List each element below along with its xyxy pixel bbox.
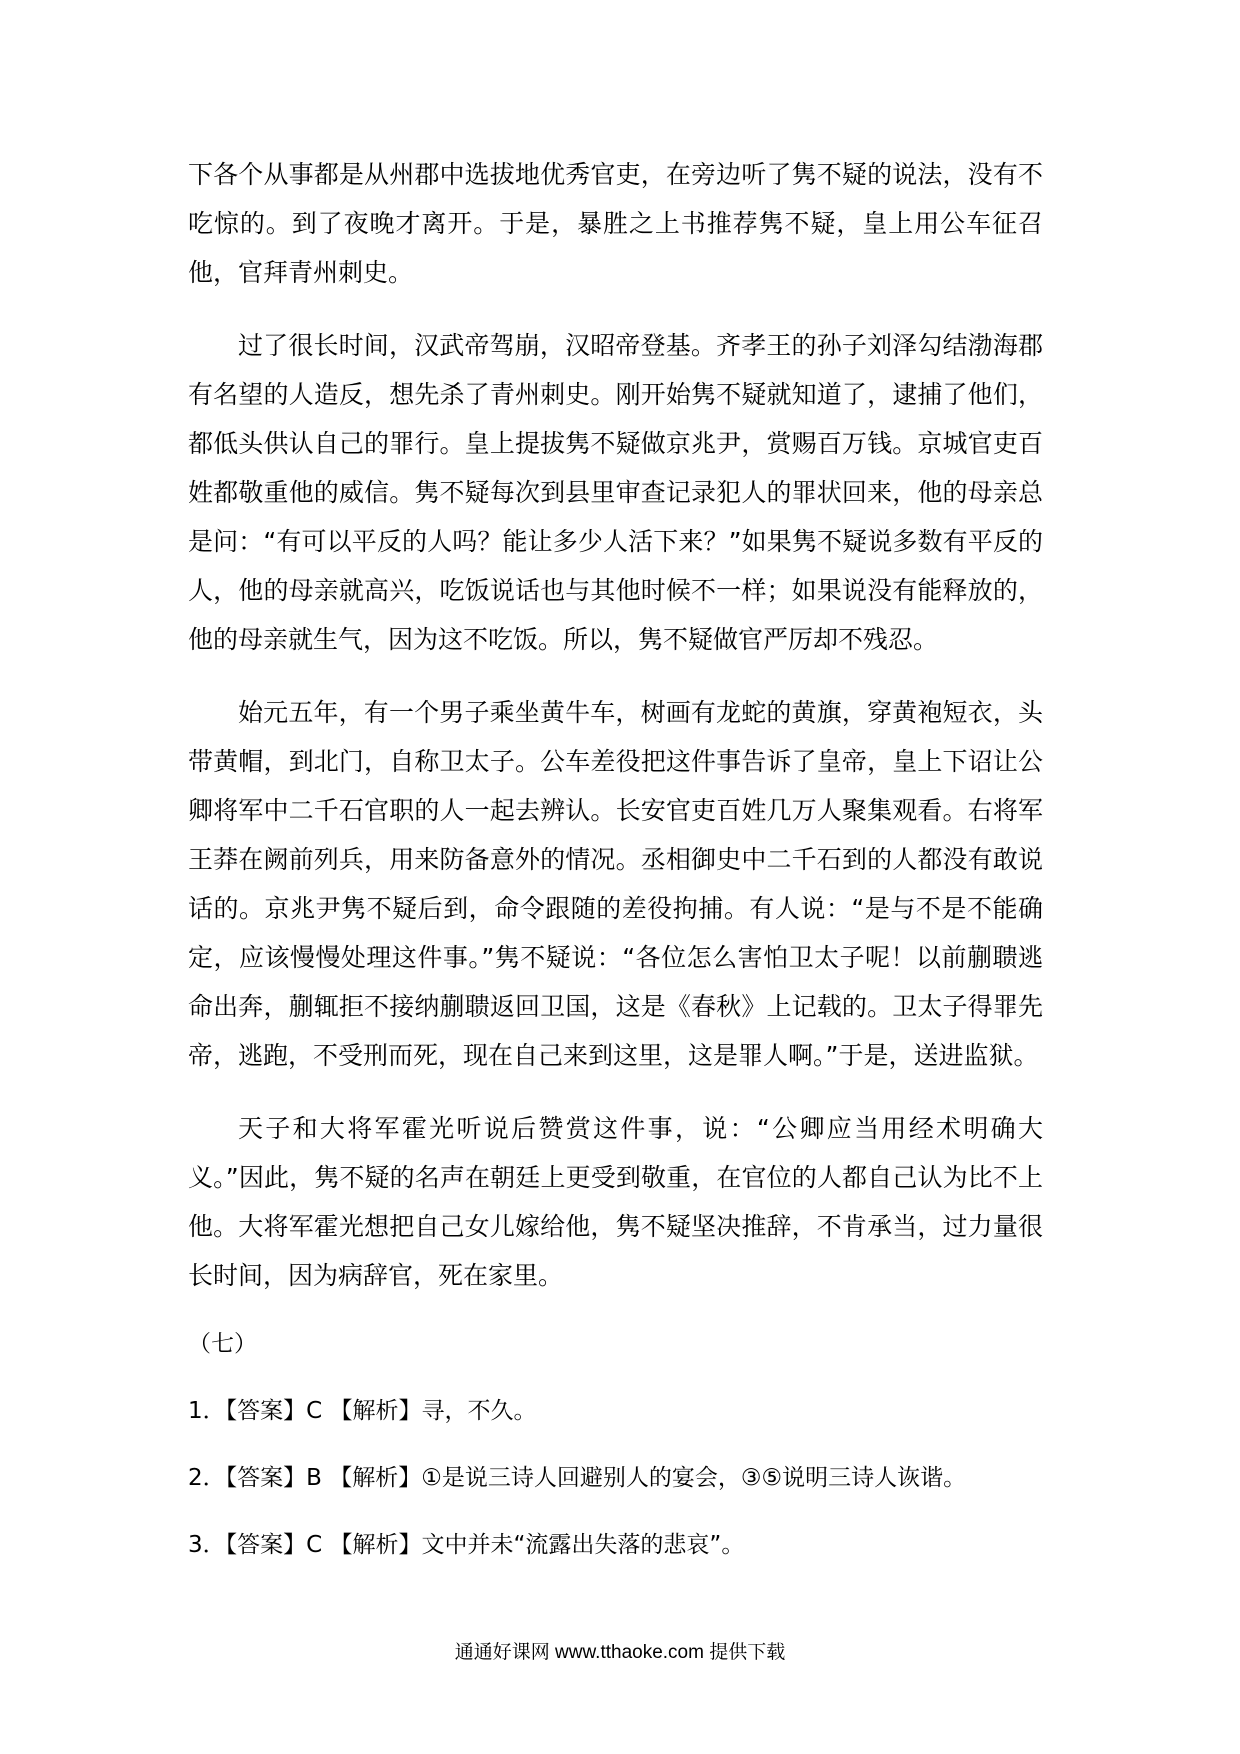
footer-text: 通通好课网 www.tthaoke.com 提供下载 <box>454 1642 786 1663</box>
section-label: （七） <box>188 1331 257 1357</box>
answer-item-1: 1．【答案】C 【解析】寻，不久。 <box>188 1398 537 1424</box>
answer-item-2: 2．【答案】B 【解析】①是说三诗人回避别人的宴会，③⑤说明三诗人诙谐。 <box>188 1465 967 1491</box>
paragraph-4: 天子和大将军霍光听说后赞赏这件事，说：“公卿应当用经术明确大义。”因此，隽不疑的名声在朝廷上更受到敬重，在官位的人都自己认为比不上他。大将军霍光想把自己女儿嫁给他，隽不疑坚决推辞，不肯承当，过力量很长时间，因为病辞官，死在家里。 <box>188 1114 1043 1290</box>
document-body <box>188 150 1043 1592</box>
paragraph-1: 下各个从事都是从州郡中选拔地优秀官吏，在旁边听了隽不疑的说法，没有不吃惊的。到了夜晚才离开。于是，暴胜之上书推荐隽不疑，皇上用公车征召他，官拜青州刺史。 <box>188 160 1043 287</box>
answer-item-3: 3．【答案】C 【解析】文中并未“流露出失落的悲哀”。 <box>188 1532 745 1558</box>
paragraph-2: 过了很长时间，汉武帝驾崩，汉昭帝登基。齐孝王的孙子刘泽勾结渤海郡有名望的人造反，想先杀了青州刺史。刚开始隽不疑就知道了，逮捕了他们，都低头供认自己的罪行。皇上提拔隽不疑做京兆尹，赏赐百万钱。京城官吏百姓都敬重他的威信。隽不疑每次到县里审查记录犯人的罪状回来，他的母亲总是问：“有可以平反的人吗？能让多少人活下来？”如果隽不疑说多数有平反的人，他的母亲就高兴，吃饭说话也与其他时候不一样；如果说没有能释放的，他的母亲就生气，因为这不吃饭。所以，隽不疑做官严厉却不残忍。 <box>188 331 1043 654</box>
paragraph-3: 始元五年，有一个男子乘坐黄牛车，树画有龙蛇的黄旗，穿黄袍短衣，头带黄帽，到北门，自称卫太子。公车差役把这件事告诉了皇帝，皇上下诏让公卿将军中二千石官职的人一起去辨认。长安官吏百姓几万人聚集观看。右将军王莽在阙前列兵，用来防备意外的情况。丞相御史中二千石到的人都没有敢说话的。京兆尹隽不疑后到，命令跟随的差役拘捕。有人说：“是与不是不能确定，应该慢慢处理这件事。”隽不疑说：“各位怎么害怕卫太子呢！以前蒯聩逃命出奔，蒯辄拒不接纳蒯聩返回卫国，这是《春秋》上记载的。卫太子得罪先帝，逃跑，不受刑而死，现在自己来到这里，这是罪人啊。”于是，送进监狱。 <box>188 698 1043 1070</box>
